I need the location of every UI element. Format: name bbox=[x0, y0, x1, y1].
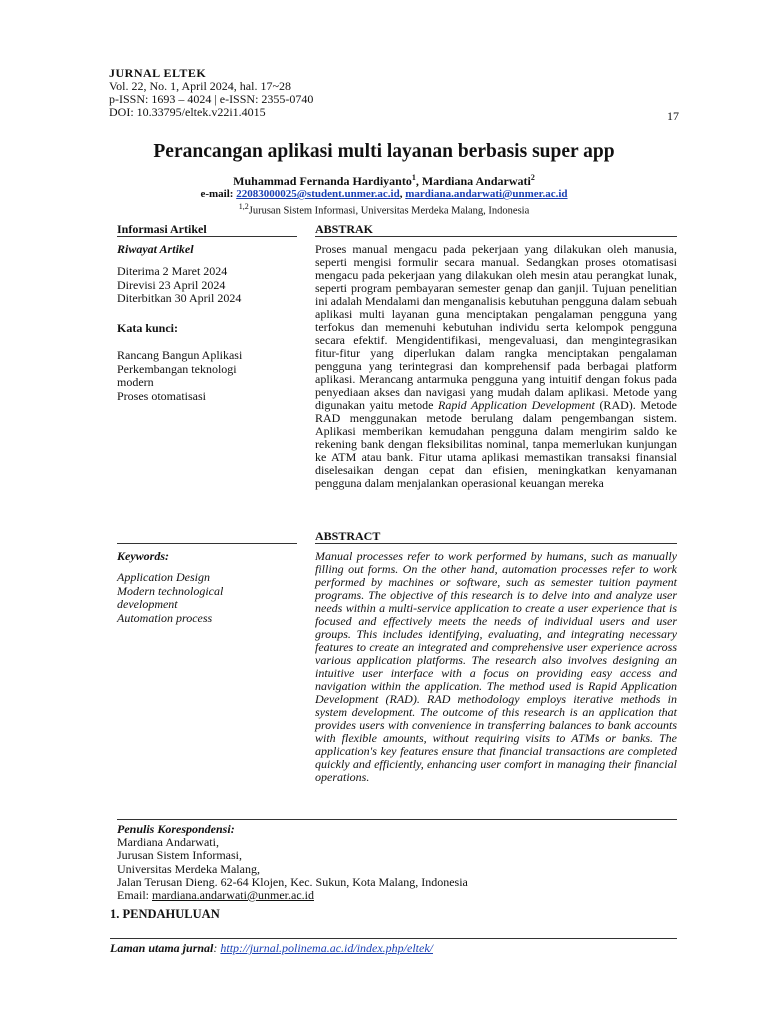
email-separator: , bbox=[399, 188, 406, 200]
section-heading: 1. PENDAHULUAN bbox=[110, 907, 220, 921]
abstrak-text bbox=[315, 243, 677, 490]
journal-name: JURNAL ELTEK bbox=[109, 66, 207, 80]
affiliation bbox=[0, 202, 768, 217]
abstract-heading: ABSTRACT bbox=[315, 529, 381, 543]
keywords-en-heading: Keywords: bbox=[117, 549, 169, 563]
journal-doi: DOI: 10.33795/eltek.v22i1.4015 bbox=[109, 105, 266, 119]
keywords-en-list bbox=[117, 571, 247, 625]
author-list bbox=[0, 173, 768, 189]
abstrak-text-italic: Rapid Application Development bbox=[438, 398, 595, 412]
author-name: Mardiana Andarwati bbox=[421, 174, 531, 188]
abstrak-text-part: Proses manual mengacu pada pekerjaan yang dilakukan oleh manusia, seperti mengisi formulir secara manual. Sedangkan proses otomatisasi mengacu pada pekerjaan yang dilakukan oleh mesin atau perangkat lunak, seperti program pembayaran semester genap dan ganjil. Tujuan penelitian ini adalah Mendalami dan menganalisis kebutuhan pengguna dalam sebuah aplikasi multi layanan guna menciptakan pengalaman pengguna yang terfokus dan memenuhi kebutuhan individu serta kelompok pengguna secara efektif. Mengidentifikasi, mengevaluasi, dan mengintegrasikan fitur-fitur yang diperlukan dalam rangka menciptakan pengalaman pengguna yang terintegrasi dan komprehensif pada berbagai platform aplikasi. Merancang antarmuka pengguna yang intuitif dengan fokus pada penyediaan akses dan navigasi yang mudah dalam aplikasi. Metode yang digunakan yaitu metode bbox=[315, 242, 677, 412]
correspondence-address: Jalan Terusan Dieng. 62-64 Klojen, Kec. Sukun, Kota Malang, Indonesia bbox=[117, 874, 468, 889]
footer bbox=[110, 941, 433, 956]
abstrak-heading: ABSTRAK bbox=[315, 222, 374, 236]
keywords-heading: Kata kunci: bbox=[117, 321, 179, 335]
article-dates bbox=[117, 265, 297, 306]
keyword-en-item: Application Design bbox=[117, 570, 210, 584]
author-superscript: 1 bbox=[411, 173, 416, 182]
journal-header bbox=[109, 66, 679, 123]
author-emails bbox=[0, 188, 768, 200]
keyword-item: Perkembangan teknologi modern bbox=[117, 361, 237, 389]
email-label: e-mail: bbox=[200, 188, 237, 200]
keyword-en-item: Automation process bbox=[117, 610, 213, 625]
correspondence-name: Mardiana Andarwati, bbox=[117, 835, 219, 850]
date-published: Diterbitkan 30 April 2024 bbox=[117, 291, 242, 305]
author-name: Muhammad Fernanda Hardiyanto bbox=[233, 174, 412, 188]
date-revised: Direvisi 23 April 2024 bbox=[117, 277, 226, 292]
correspondence-univ: Universitas Merdeka Malang, bbox=[117, 861, 260, 876]
correspondence-block bbox=[117, 823, 468, 902]
paper-title: Perancangan aplikasi multi layanan berbasis super app bbox=[153, 141, 615, 162]
email-link[interactable]: mardiana.andarwati@unmer.ac.id bbox=[405, 188, 568, 200]
divider bbox=[117, 819, 677, 820]
author-superscript: 2 bbox=[530, 173, 535, 182]
keyword-item: Rancang Bangun Aplikasi bbox=[117, 348, 243, 362]
divider bbox=[117, 543, 297, 544]
page-number: 17 bbox=[667, 109, 679, 123]
keywords-list bbox=[117, 349, 267, 403]
footer-label: Laman utama jurnal bbox=[110, 941, 214, 955]
author-separator: , bbox=[415, 174, 422, 188]
correspondence-email-line bbox=[117, 889, 468, 902]
correspondence-dept: Jurusan Sistem Informasi, bbox=[117, 848, 242, 863]
article-info-heading: Informasi Artikel bbox=[117, 222, 207, 236]
journal-volume: Vol. 22, No. 1, April 2024, hal. 17~28 bbox=[109, 79, 291, 93]
footer-separator: : bbox=[213, 941, 221, 955]
affiliation-superscript: 1,2 bbox=[238, 202, 249, 211]
correspondence-heading: Penulis Korespondensi: bbox=[117, 822, 235, 836]
email-link[interactable]: 22083000025@student.unmer.ac.id bbox=[236, 188, 400, 200]
keyword-item: Proses otomatisasi bbox=[117, 388, 206, 403]
footer-divider bbox=[110, 938, 677, 939]
keyword-en-item: Modern technological development bbox=[117, 583, 224, 611]
correspondence-email-link[interactable]: mardiana.andarwati@unmer.ac.id bbox=[152, 888, 314, 903]
affiliation-text: Jurusan Sistem Informasi, Universitas Merdeka Malang, Indonesia bbox=[248, 205, 530, 217]
date-received: Diterima 2 Maret 2024 bbox=[117, 264, 228, 278]
journal-issn: p-ISSN: 1693 – 4024 | e-ISSN: 2355-0740 bbox=[109, 92, 314, 106]
article-history-heading: Riwayat Artikel bbox=[117, 242, 194, 256]
correspondence-email-label: Email: bbox=[117, 888, 152, 903]
journal-homepage-link[interactable]: http://jurnal.polinema.ac.id/index.php/eltek/ bbox=[220, 941, 433, 955]
abstrak-text-part: (RAD). Metode RAD menggunakan metode berulang dalam pengembangan sistem. Aplikasi memberikan kemudahan pengguna dalam mengirim saldo ke rekening bank dengan fleksibilitas nominal, tanpa memerlukan kunjungan ke ATM atau bank. Fitur utama aplikasi memastikan transaksi finansial diselesaikan dengan cepat dan efisien, meningkatkan kenyamanan pengguna dalam menjalankan operasional keuangan mereka bbox=[315, 398, 677, 490]
abstract-text: Manual processes refer to work performed by humans, such as manually filling out forms. On the other hand, automation processes refer to work performed by machines or software, such as semester tuition payment programs. The objective of this research is to delve into and analyze user needs within a multi-service application to create a user experience that is focused and effectively meets the needs of individual users and user groups. This includes identifying, evaluating, and integrating necessary features to create an integrated and comprehensive user experience across various application platforms. The research also involves designing an intuitive user interface with a focus on providing easy access and navigation within the application. The method used is Rapid Application Development (RAD). RAD methodology employs iterative methods in system development. The outcome of this research is an application that provides users with convenience in transferring balances to bank accounts with flexible amounts, without requiring visits to ATMs or banks. The application's key features ensure that financial transactions are completed quickly and efficiently, enhancing user comfort in managing their financial operations. bbox=[315, 549, 677, 784]
